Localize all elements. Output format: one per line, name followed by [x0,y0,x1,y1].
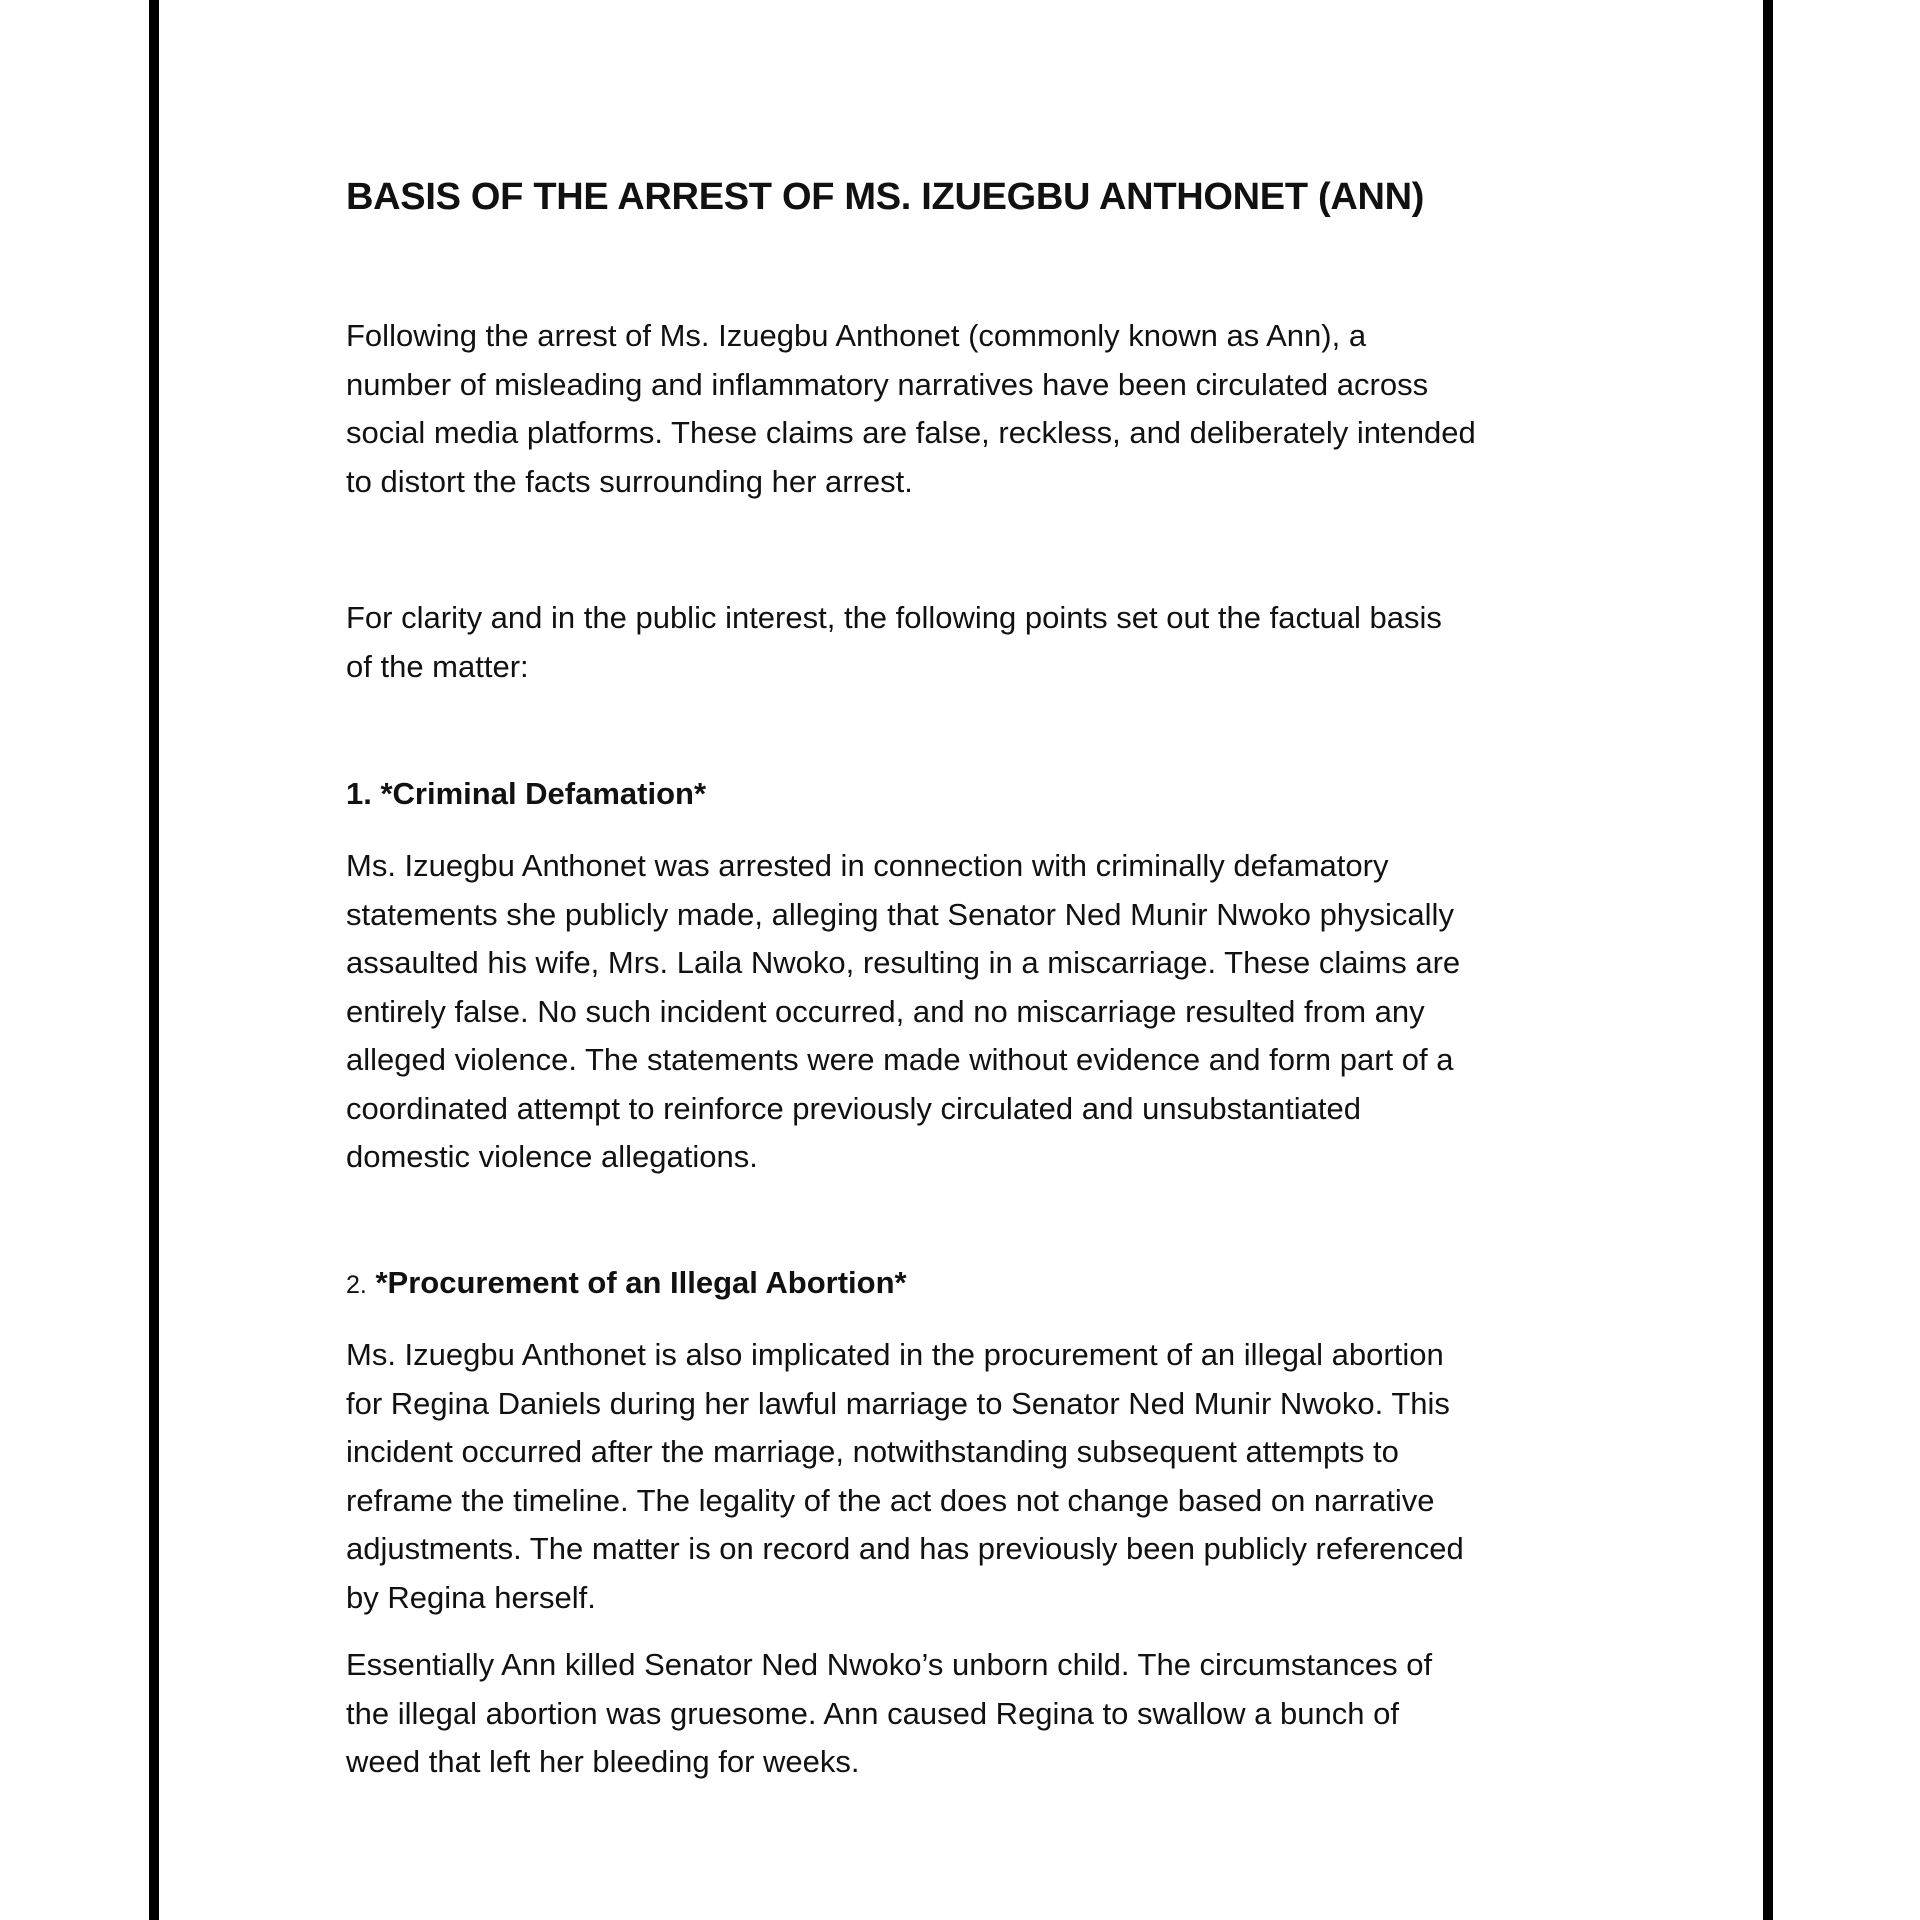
document-title: BASIS OF THE ARREST OF MS. IZUEGBU ANTHONET (ANN) [346,176,1425,218]
clarity-line: of the matter: [346,648,529,684]
section-2-line: adjustments. The matter is on record and has previously been publicly referenced [346,1531,1464,1566]
intro-line: to distort the facts surrounding her arrest. [346,463,913,499]
section-1-line: statements she publicly made, alleging that Senator Ned Munir Nwoko physically [346,896,1454,932]
section-1-line: entirely false. No such incident occurred, and no miscarriage resulted from any [346,993,1425,1029]
section-1-line: alleged violence. The statements were made without evidence and form part of a [346,1042,1454,1077]
section-2-line: incident occurred after the marriage, notwithstanding subsequent attempts to [346,1434,1399,1469]
clarity-line: For clarity and in the public interest, the following points set out the factual basis [346,600,1442,635]
right-page-border [1763,0,1773,1920]
intro-line: social media platforms. These claims are false, reckless, and deliberately intended [346,415,1476,450]
section-2-closing [346,1641,1586,1787]
section-2-line: by Regina herself. [346,1579,596,1615]
intro-line: Following the arrest of Ms. Izuegbu Anthonet (commonly known as Ann), a [346,318,1367,353]
section-1-line: assaulted his wife, Mrs. Laila Nwoko, resulting in a miscarriage. These claims are [346,945,1461,980]
clarity-paragraph [346,594,1586,691]
section-2-body [346,1331,1586,1622]
section-2-number: 2. [346,1271,367,1299]
section-1-line: Ms. Izuegbu Anthonet was arrested in connection with criminally defamatory [346,848,1389,883]
section-2-line: for Regina Daniels during her lawful marriage to Senator Ned Munir Nwoko. This [346,1385,1450,1421]
section-1-body [346,842,1586,1182]
closing-line: the illegal abortion was gruesome. Ann caused Regina to swallow a bunch of [346,1695,1399,1731]
intro-paragraph [346,312,1586,506]
section-2-heading [346,1265,907,1301]
closing-line: Essentially Ann killed Senator Ned Nwoko’s unborn child. The circumstances of [346,1647,1433,1682]
left-page-border [149,0,159,1920]
section-2-line: reframe the timeline. The legality of the act does not change based on narrative [346,1482,1435,1518]
intro-line: number of misleading and inflammatory narratives have been circulated across [346,366,1429,402]
section-1-line: coordinated attempt to reinforce previously circulated and unsubstantiated [346,1090,1361,1126]
section-2-heading-text: *Procurement of an Illegal Abortion* [375,1265,907,1300]
section-2-line: Ms. Izuegbu Anthonet is also implicated in the procurement of an illegal abortion [346,1337,1444,1372]
closing-line: weed that left her bleeding for weeks. [346,1744,860,1779]
section-1-heading: 1. *Criminal Defamation* [346,776,707,811]
section-1-line: domestic violence allegations. [346,1139,758,1174]
